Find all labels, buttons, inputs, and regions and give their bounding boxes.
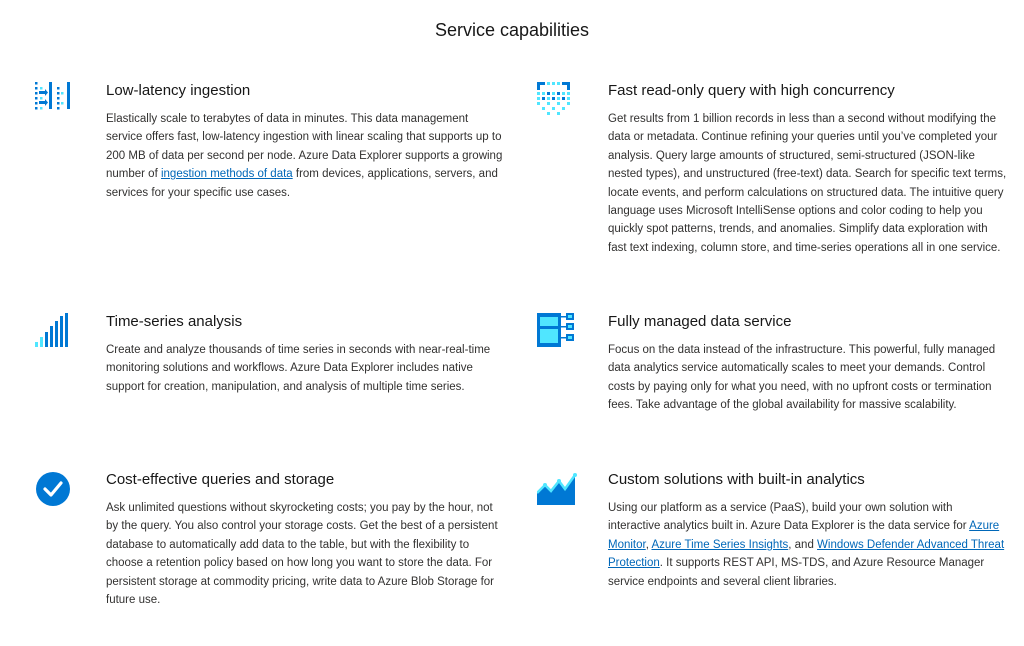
query-grid-icon [537, 82, 577, 122]
feature-description: Focus on the data instead of the infrastructure. This powerful, fully managed data analytics service automatically scales to meet your demands. Control costs by paying only for what you need, with no upfront costs or termination fees. Take advantage of the global availability for massive scalability. [608, 344, 996, 412]
azure-monitor-link[interactable]: Azure Monitor [608, 520, 1000, 551]
feature-heading: Fully managed data service [608, 313, 792, 330]
feature-heading: Custom solutions with built-in analytics [608, 471, 865, 488]
feature-heading: Low-latency ingestion [106, 82, 251, 99]
feature-heading: Time-series analysis [106, 313, 243, 330]
analytics-chart-icon [537, 471, 577, 511]
ingestion-methods-link[interactable]: ingestion methods of data [160, 168, 293, 181]
feature-heading: Cost-effective queries and storage [106, 471, 335, 488]
windows-defender-atp-link[interactable]: Windows Defender Advanced Threat Protection [608, 538, 1005, 570]
ingestion-bars-icon [35, 82, 75, 122]
feature-description: Elastically scale to terabytes of data in minutes. This data management service offers fast, low-latency ingestion with linear scaling that supports up to 200 MB of data per second per node. Azure Data Explorer supports a growing number of ingestion methods of data from devices, applications, servers, and services for your specific use cases. [106, 113, 503, 199]
feature-description: Get results from 1 billion records in less than a second without modifying the data or metadata. Continue refining your queries until you’ve completed your analysis. Query large amounts of structured, semi-structured (JSON-like nested types), and unstructured (free-text) data. Search for specific text terms, locate events, and perform calculations on structured data. The intuitive query language uses Microsoft IntelliSense options and color coding to help you quickly spot patterns, trends, and anomalies. Simplify data exploration with fast text indexing, column store, and time-series operations all in one service. [608, 113, 1007, 254]
feature-description: Ask unlimited questions without skyrocketing costs; you pay by the hour, not by the query. You also control your storage costs. Get the best of a persistent database to automatically add data to the table, but with the flexibility to choose a retention policy based on how long you want to store the data. For persistent storage at commodity pricing, write data to Azure Blob Storage for future use. [106, 502, 498, 607]
time-series-bars-icon [35, 313, 75, 353]
managed-service-icon [537, 313, 577, 353]
page-title: Service capabilities [434, 20, 590, 40]
feature-description: Create and analyze thousands of time series in seconds with near-real-time monitoring solutions and workflows. Azure Data Explorer includes native support for creation, manipulation, and analysis of multiple time series. [106, 344, 491, 393]
checkmark-circle-icon [35, 471, 75, 511]
feature-heading: Fast read-only query with high concurrency [608, 82, 895, 99]
azure-time-series-insights-link[interactable]: Azure Time Series Insights [651, 538, 789, 551]
feature-description: Using our platform as a service (PaaS), build your own solution with interactive analytics built in. Azure Data Explorer is the data service for Azure Monitor, Azure Time Series Insights, and Windows Defender Advanced Threat Protection. It supports REST API, MS-TDS, and Azure Resource Manager service endpoints and several client libraries. [608, 502, 1005, 588]
